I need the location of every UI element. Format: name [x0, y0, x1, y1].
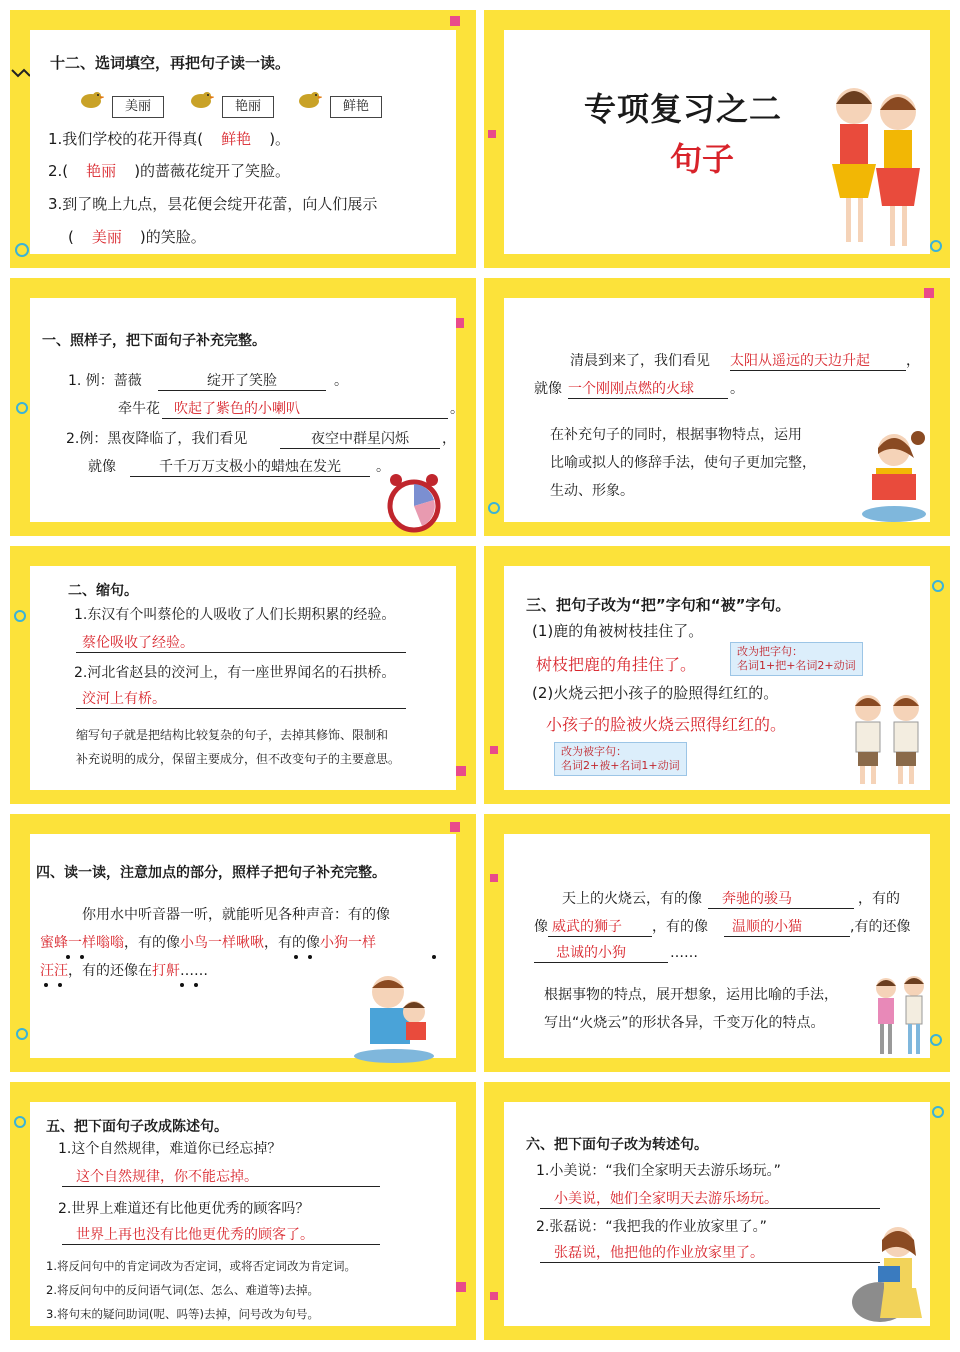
tip-line-2: 比喻或拟人的修辞手法，使句子更加完整， [550, 455, 816, 471]
emphasis-dot [44, 983, 48, 987]
question-1: (1)鹿的角被树枝挂住了。 [532, 622, 704, 640]
slide-content [30, 566, 456, 790]
slide-content [30, 834, 456, 1058]
emphasis-dot [308, 955, 312, 959]
question-1: 1.这个自然规律，难道你已经忘掉？ [58, 1141, 282, 1157]
bird-icon [188, 88, 214, 114]
emphasis-dot [432, 955, 436, 959]
cloud-answer-4: 忠诚的小狗 [534, 944, 668, 963]
punct: 。 [334, 373, 348, 389]
answer-line-1-label: 清晨到来了，我们看见 [570, 353, 710, 369]
cloud-answer-1: 奔驰的骏马 [708, 890, 854, 909]
tip-line-1: 根据事物的特点，展开想象，运用比喻的手法， [544, 987, 838, 1003]
slide-content [30, 298, 464, 522]
section-heading: 一、照样子，把下面句子补充完整。 [42, 333, 266, 349]
reading-girl-illustration [858, 428, 930, 528]
answer-1: 小美说，她们全家明天去游乐场玩。 [540, 1190, 880, 1209]
slide-content [504, 566, 930, 790]
slide-title [484, 10, 950, 268]
slide-complete-sentences [10, 278, 476, 536]
slide-content [504, 1102, 930, 1326]
emphasis-dot [58, 983, 62, 987]
question-1: 1.小美说：“我们全家明天去游乐场玩。” [536, 1163, 781, 1179]
tip-line-2: 写出“火烧云”的形状各异，千变万化的特点。 [544, 1015, 825, 1031]
sentence-2: 2.( 艳丽 )的蔷薇花绽开了笑脸。 [48, 162, 291, 180]
cloud-line-1-tail: ，有的 [858, 891, 900, 907]
answer-line-1-answer: 太阳从遥远的天边升起 [730, 352, 906, 371]
punct: 。 [450, 401, 464, 417]
slide-shorten-sentence [10, 546, 476, 804]
bird-icon [78, 88, 104, 114]
emphasis-dot [294, 955, 298, 959]
page-subtitle: 句子 [670, 140, 735, 178]
section-heading: 十二、选词填空，再把句子读一读。 [50, 54, 291, 72]
tip-line-1: 在补充句子的同时，根据事物特点，运用 [550, 427, 802, 443]
girl-with-book-illustration [850, 1222, 930, 1330]
rule-2: 2.将反问句中的反问语气词(怎、怎么、难道等)去掉。 [46, 1283, 319, 1297]
example-2-answer: 吹起了紫色的小喇叭 [162, 400, 448, 419]
tip-line-3: 生动、形象。 [550, 483, 634, 499]
slide-read-complete [10, 814, 476, 1072]
word-box-meili: 美丽 [112, 96, 164, 118]
rule-3: 3.将句末的疑问助词(呢、吗等)去掉，问号改为句号。 [46, 1307, 319, 1321]
passage-line-1: 你用水中听音器一听，就能听见各种声音：有的像 [82, 907, 390, 923]
sentence-3-cont: ( 美丽 )的笑脸。 [68, 228, 206, 246]
section-heading: 二、缩句。 [68, 583, 138, 599]
answer-2: 世界上再也没有比他更优秀的顾客了。 [62, 1226, 380, 1245]
bird-icon [296, 88, 322, 114]
emphasis-dot [80, 955, 84, 959]
slide-word-fill [10, 10, 476, 268]
punct: ， [906, 353, 920, 369]
emphasis-dot [180, 983, 184, 987]
section-heading: 五、把下面句子改成陈述句。 [46, 1119, 228, 1135]
note-line-1: 缩写句子就是把结构比较复杂的句子，去掉其修饰、限制和 [76, 728, 389, 742]
slide-content [30, 1102, 456, 1326]
alarm-clock-icon [382, 470, 446, 536]
slide-example-answer [484, 278, 950, 536]
rule-1: 1.将反问句中的肯定词改为否定词，或将否定词改为肯定词。 [46, 1259, 356, 1273]
answer-1: 蔡伦吸收了经验。 [76, 634, 406, 653]
slide-declarative [10, 1082, 476, 1340]
sentence-3: 3.到了晚上九点，昙花便会绽开花蕾，向人们展示 [48, 195, 378, 213]
two-girls-illustration [822, 78, 932, 258]
slide-content [504, 834, 930, 1058]
slide-reported-speech [484, 1082, 950, 1340]
passage-line-2: 蜜蜂一样嗡嗡，有的像小鸟一样啾啾，有的像小狗一样 [40, 935, 376, 951]
cloud-line-2-mid: ，有的像 [652, 919, 708, 935]
note-line-2: 补充说明的成分，保留主要成分，但不改变句子的主要意思。 [76, 752, 401, 766]
emphasis-dot [66, 955, 70, 959]
punct: 。 [730, 381, 744, 397]
cloud-line-2-tail: ,有的还像 [850, 919, 911, 935]
example-3-label: 2.例：黑夜降临了，我们看见 [66, 431, 248, 447]
section-heading: 四、读一读，注意加点的部分，照样子把句子补充完整。 [36, 865, 386, 881]
slide-content [30, 30, 456, 254]
example-3-answer: 夜空中群星闪烁 [280, 430, 440, 449]
slide-content [504, 298, 930, 522]
answer-line-2-answer: 一个刚刚点燃的火球 [568, 380, 728, 399]
question-1: 1.东汉有个叫蔡伦的人吸收了人们长期积累的经验。 [74, 607, 396, 623]
example-1-answer: 绽开了笑脸 [158, 372, 326, 391]
slide-ba-bei-sentence [484, 546, 950, 804]
answer-2: 小孩子的脸被火烧云照得红红的。 [546, 715, 787, 734]
two-kids-illustration [846, 690, 930, 790]
section-heading: 六、把下面句子改为转述句。 [526, 1137, 708, 1153]
answer-2: 洨河上有桥。 [76, 690, 406, 709]
question-2: 2.张磊说：“我把我的作业放家里了。” [536, 1219, 767, 1235]
answer-2: 张磊说，他把他的作业放家里了。 [540, 1244, 880, 1263]
bei-sentence-tip: 改为被字句： 名词2+被+名词1+动词 [554, 742, 687, 776]
question-2: 2.世界上难道还有比他更优秀的顾客吗？ [58, 1201, 310, 1217]
slide-fire-clouds [484, 814, 950, 1072]
ellipsis: …… [670, 945, 698, 961]
ba-sentence-tip: 改为把字句： 名词1+把+名词2+动词 [730, 642, 863, 676]
cloud-line-1-label: 天上的火烧云，有的像 [562, 891, 702, 907]
cloud-answer-3: 温顺的小猫 [724, 918, 850, 937]
punct: 。 [376, 459, 390, 475]
punct: ， [442, 431, 456, 447]
question-2: (2)火烧云把小孩子的脸照得红红的。 [532, 684, 779, 702]
cloud-answer-2: 威武的狮子 [548, 918, 652, 937]
page-title: 专项复习之二 [584, 90, 783, 128]
word-box-yanli: 艳丽 [222, 96, 274, 118]
example-2-label: 牵牛花 [118, 401, 160, 417]
question-2: 2.河北省赵县的洨河上，有一座世界闻名的石拱桥。 [74, 665, 396, 681]
cloud-line-2-label: 像 [534, 919, 548, 935]
answer-1: 树枝把鹿的角挂住了。 [536, 655, 697, 674]
answer-1: 这个自然规律，你不能忘掉。 [62, 1168, 380, 1187]
slide-content [504, 30, 930, 254]
passage-line-3: 汪汪，有的还像在打鼾…… [40, 963, 208, 979]
answer-line-2-label: 就像 [534, 381, 562, 397]
parent-child-illustration [348, 970, 444, 1068]
section-heading: 三、把句子改为“把”字句和“被”字句。 [526, 596, 791, 614]
example-4-label: 就像 [88, 459, 116, 475]
example-1-label: 1. 例：蔷薇 [68, 373, 142, 389]
emphasis-dot [194, 983, 198, 987]
two-students-illustration [870, 974, 932, 1064]
word-box-xianyan: 鲜艳 [330, 96, 382, 118]
sentence-1: 1.我们学校的花开得真( 鲜艳 )。 [48, 130, 291, 148]
example-4-answer: 千千万万支极小的蜡烛在发光 [130, 458, 370, 477]
